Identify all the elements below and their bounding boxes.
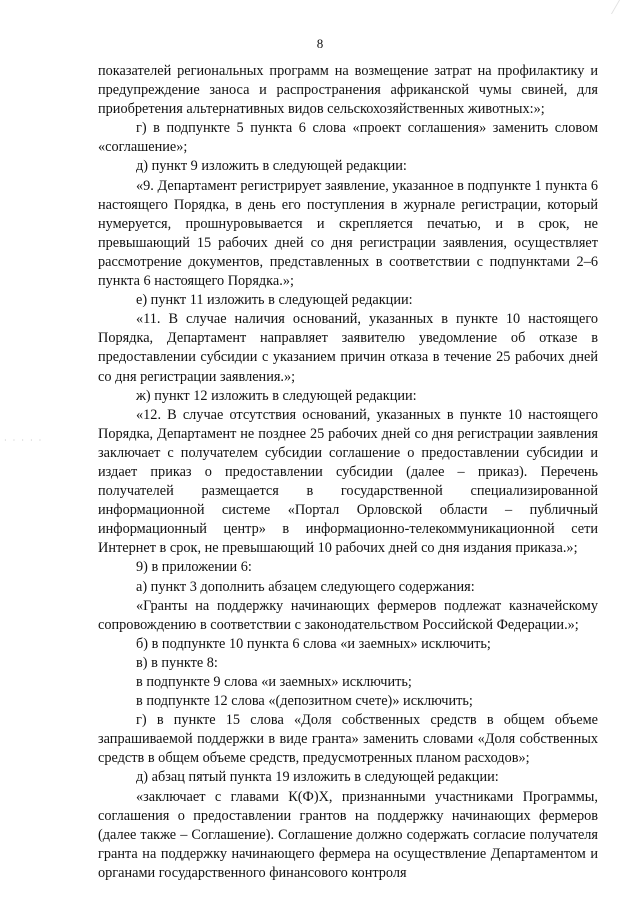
paragraph: «заключает с главами К(Ф)Х, признанными участниками Программы, соглашения о предоставлении грантов на поддержку начинающих фермеров (далее также – Соглашение). Соглашение должно содержать согласие получателя гранта на поддержку начинающего фермера на осуществление Департаментом и органами государственного финансового контроля bbox=[98, 788, 598, 881]
paragraph: «9. Департамент регистрирует заявление, указанное в подпункте 1 пункта 6 настоящего Порядка, в день его поступления в журнале регистрации, который нумеруется, прошнуровывается и скрепляется печатью, и в срок, не превышающий 15 рабочих дней со дня регистрации заявления, осуществляет рассмотрение документов, представленных в соответствии с подпунктами 2–6 пункта 6 настоящего Порядка.»; bbox=[98, 177, 598, 290]
paragraph: «12. В случае отсутствия оснований, указанных в пункте 10 настоящего Порядка, Департамент не позднее 25 рабочих дней со дня регистрации заявления заключает с получателем субсидии соглашение о предоставлении субсидии и издает приказ о предоставлении субсидии (далее – приказ). Перечень получателей размещается в государственной специализированной информационной системе «Портал Орловской области – публичный информационный центр» в информационно-телекоммуникационной сети Интернет в срок, не превышающий 10 рабочих дней со дня издания приказа.»; bbox=[98, 406, 598, 557]
scan-margin-dots: · · · · · bbox=[4, 436, 44, 445]
paragraph: показателей региональных программ на возмещение затрат на профилактику и предупреждение заноса и распространения африканской чумы свиней, для приобретения альтернативных видов сельскохозяйственных животных:»; bbox=[98, 63, 598, 118]
paragraph: г) в подпункте 5 пункта 6 слова «проект соглашения» заменить словом «соглашение»; bbox=[98, 120, 598, 156]
paragraph: в) в пункте 8: bbox=[136, 654, 218, 671]
document-body bbox=[98, 62, 598, 883]
paragraph: «Гранты на поддержку начинающих фермеров подлежат казначейскому сопровождению в соответствии с законодательством Российской Федерации.»; bbox=[98, 597, 598, 633]
paragraph: е) пункт 11 изложить в следующей редакции: bbox=[136, 292, 413, 309]
paragraph: в подпункте 12 слова «(депозитном счете)» исключить; bbox=[136, 693, 473, 710]
paragraph: б) в подпункте 10 пункта 6 слова «и заемных» исключить; bbox=[136, 635, 491, 652]
paragraph: «11. В случае наличия оснований, указанных в пункте 10 настоящего Порядка, Департамент направляет заявителю уведомление об отказе в предоставлении субсидии с указанием причин отказа в течение 25 рабочих дней со дня регистрации заявления.»; bbox=[98, 311, 598, 385]
paragraph: д) пункт 9 изложить в следующей редакции: bbox=[136, 158, 407, 175]
paragraph: в подпункте 9 слова «и заемных» исключить; bbox=[136, 674, 412, 690]
paragraph: а) пункт 3 дополнить абзацем следующего содержания: bbox=[136, 578, 475, 595]
scan-corner-mark bbox=[611, 0, 640, 14]
paragraph: ж) пункт 12 изложить в следующей редакции: bbox=[136, 387, 417, 404]
paragraph: 9) в приложении 6: bbox=[136, 559, 252, 576]
page-number: 8 bbox=[316, 36, 324, 51]
paragraph: д) абзац пятый пункта 19 изложить в следующей редакции: bbox=[136, 769, 499, 786]
paragraph: г) в пункте 15 слова «Доля собственных средств в общем объеме запрашиваемой поддержки в виде гранта» заменить словами «Доля собственных средств в общем объеме средств, предусмотренных планом расходов»; bbox=[98, 712, 598, 767]
